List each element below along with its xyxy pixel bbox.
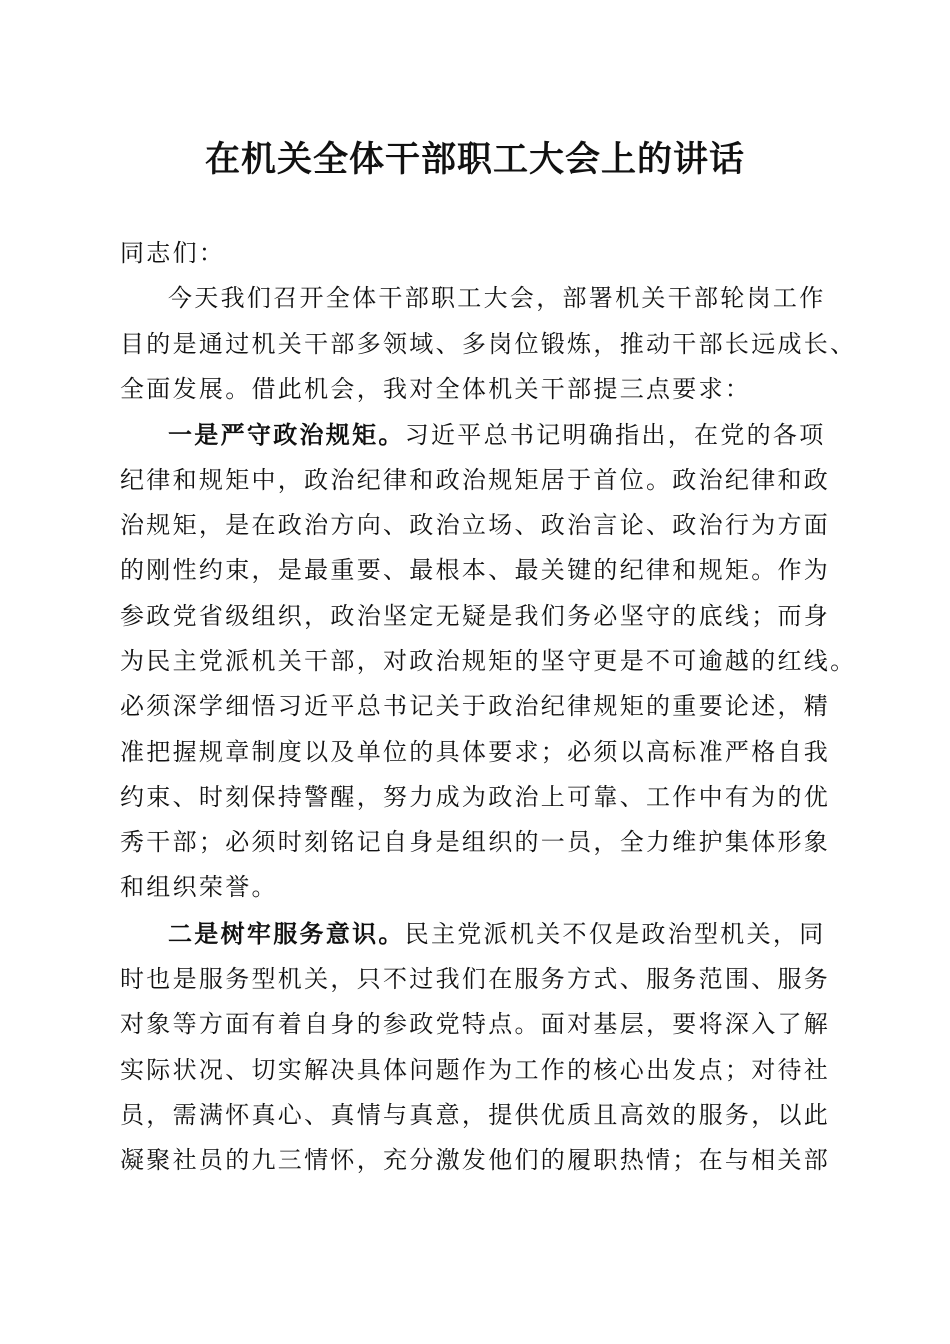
para1-line-3: 全面发展。借此机会，我对全体机关干部提三点要求：	[120, 375, 752, 403]
para2-line-4: 的刚性约束，是最重要、最根本、最关键的纪律和规矩。作为	[120, 556, 831, 584]
para2-first-rest: 习近平总书记明确指出，在党的各项	[404, 421, 826, 449]
para3-line-1	[168, 911, 826, 957]
greeting: 同志们：	[120, 239, 226, 267]
para3-line-6: 凝聚社员的九三情怀，充分激发他们的履职热情；在与相关部	[120, 1146, 831, 1174]
para3-line-2: 时也是服务型机关，只不过我们在服务方式、服务范围、服务	[120, 965, 831, 993]
para2-line-1	[168, 412, 826, 458]
para2-line-11: 和组织荣誉。	[120, 873, 278, 901]
para2-line-3: 治规矩，是在政治方向、政治立场、政治言论、政治行为方面	[120, 511, 831, 539]
para2-line-5: 参政党省级组织，政治坚定无疑是我们务必坚守的底线；而身	[120, 602, 831, 630]
para3-line-5: 员，需满怀真心、真情与真意，提供优质且高效的服务，以此	[120, 1101, 831, 1129]
para3-lead: 二是树牢服务意识。	[168, 919, 405, 948]
para3-line-4: 实际状况、切实解决具体问题作为工作的核心出发点；对待社	[120, 1056, 831, 1084]
para2-line-8: 准把握规章制度以及单位的具体要求；必须以高标准严格自我	[120, 738, 831, 766]
para2-line-9: 约束、时刻保持警醒，努力成为政治上可靠、工作中有为的优	[120, 783, 831, 811]
para3-line-3: 对象等方面有着自身的参政党特点。面对基层，要将深入了解	[120, 1010, 831, 1038]
para3-first-rest: 民主党派机关不仅是政治型机关，同	[404, 920, 826, 948]
para2-line-10: 秀干部；必须时刻铭记自身是组织的一员，全力维护集体形象	[120, 828, 831, 856]
para1-line-2: 目的是通过机关干部多领域、多岗位锻炼，推动干部长远成长、	[120, 330, 857, 358]
para2-line-6: 为民主党派机关干部，对政治规矩的坚守更是不可逾越的红线。	[120, 647, 857, 675]
para2-line-2: 纪律和规矩中，政治纪律和政治规矩居于首位。政治纪律和政	[120, 466, 831, 494]
para2-line-7: 必须深学细悟习近平总书记关于政治纪律规矩的重要论述，精	[120, 692, 831, 720]
document-title: 在机关全体干部职工大会上的讲话	[204, 139, 745, 180]
para1-line-1: 今天我们召开全体干部职工大会，部署机关干部轮岗工作	[168, 284, 826, 312]
para2-lead: 一是严守政治规矩。	[168, 420, 405, 449]
